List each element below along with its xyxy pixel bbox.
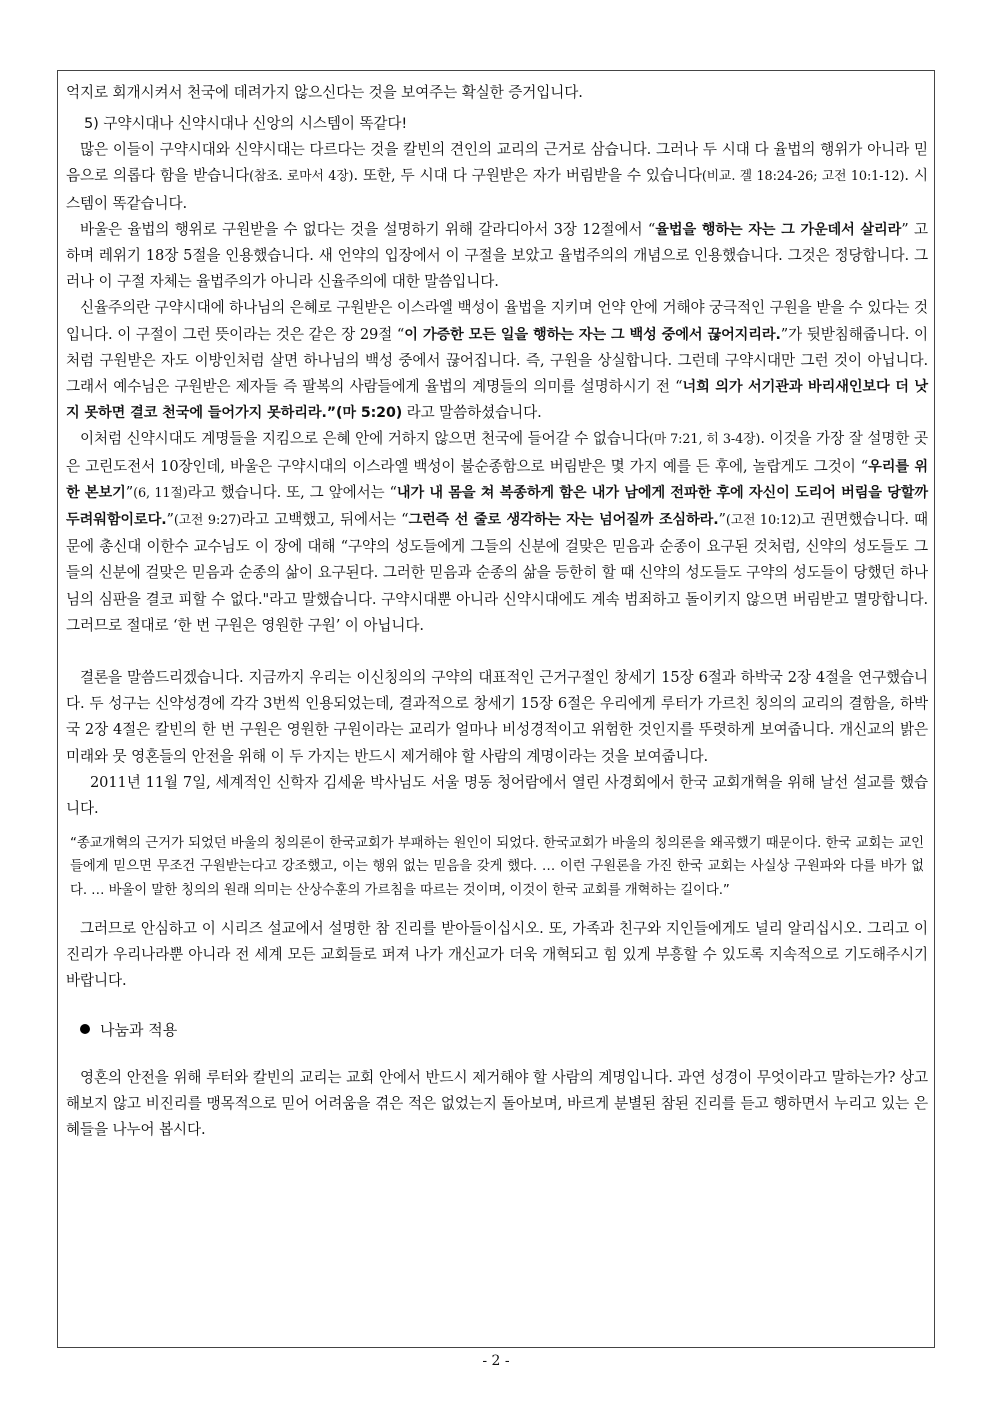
p4-text-c: ”: [125, 483, 134, 501]
paragraph-conclusion: 결론을 말씀드리겠습니다. 지금까지 우리는 이신칭의의 구약의 대표적인 근거구절인 창세기 15장 6절과 하박국 2장 4절을 연구했습니다. 두 성구는 신약성경에 각각 3번씩 인용되었는데, 결과적으로 창세기 15장 6절은 우리에게 루터가 가르친 칭의의 교리의 결함을, 하박국 2장 4절은 칼빈의 한 번 구원은 영원한 구원이라는 교리가 얼마나 비성경적이고 위험한 것인지를 뚜렷하게 보여줍니다. 개신교의 밝은 미래와 뭇 영혼들의 안전을 위해 이 두 가지는 반드시 제거해야 할 사람의 계명이라는 것을 보여줍니다.: [66, 669, 928, 765]
paragraph-3: [66, 295, 928, 426]
page-number: - 2 -: [482, 1353, 510, 1369]
p2-text-a: 바울은 율법의 행위로 구원받을 수 없다는 것을 설명하기 위해 갈라디아서 3장 12절에서 “: [80, 220, 656, 238]
paragraph-intro: 억지로 회개시켜서 천국에 데려가지 않으신다는 것을 보여주는 확실한 증거입니다.: [66, 84, 583, 101]
spacer: [66, 902, 928, 916]
document-body: [66, 80, 928, 1143]
p4-bold-1: 우리를 위한 본보기: [66, 458, 928, 501]
p4-text-h: 고 권면했습니다. 때문에 총신대 이한수 교수님도 이 장에 대해 “구약의 성도들에게 그들의 신분에 걸맞은 믿음과 순종이 요구된 것처럼, 신약의 성도들도 그들의 신분에 걸맞은 믿음과 순종의 삶이 요구된다. 그러한 믿음과 순종의 삶을 등한히 할 때 신약의 성도들도 구약의 성도들이 당했던 하나님의 심판을 결코 피할 수 없다."라고 말했습니다. 구약시대뿐 아니라 신약시대에도 계속 범죄하고 돌이키지 않으면 버림받고 멸망합니다. 그러므로 절대로 ‘한 번 구원은 영원한 구원’ 이 아닙니다.: [66, 511, 928, 634]
p3-text-b: ”가 뒷받침해줍니다. 이처럼 구원받은 자도 이방인처럼 살면 하나님의 백성 중에서 끊어집니다. 즉, 구원을 상실합니다. 그런데 구약시대만 그런 것이 아닙니다. 그래서 예수님은 구원받은 제자들 즉 팔복의 사람들에게 율법의 계명들의 의미를 설명하시기 전 “: [66, 325, 928, 396]
paragraph-2: [66, 217, 928, 296]
p4-bold-3: 그런즉 선 줄로 생각하는 자는 넘어질까 조심하라.: [408, 512, 719, 529]
p4-text-b: . 이것을 가장 잘 설명한 곳은 고린도전서 10장인데, 바울은 구약시대의 이스라엘 백성이 불순종함으로 버림받은 몇 가지 예를 든 후에, 놀랍게도 그것이 “: [66, 430, 929, 475]
p4-text-e: ”: [166, 511, 174, 529]
p4-text-f: 라고 고백했고, 뒤에서는 “: [241, 511, 409, 529]
p4-text-d: 라고 했습니다. 또, 그 앞에서는 “: [187, 483, 397, 501]
p1-ref-2: (비교. 겔 18:24-26; 고전 10:1-12): [701, 169, 905, 185]
p3-text-c: 라고 말씀하셨습니다.: [402, 404, 542, 422]
paragraph-sermon: 2011년 11월 7일, 세계적인 신학자 김세윤 박사님도 서울 명동 청어람에서 열린 사경회에서 한국 교회개혁을 위해 날선 설교를 했습니다.: [66, 773, 928, 818]
spacer: [66, 822, 928, 832]
paragraph-1: [66, 137, 928, 217]
p3-text-a: 신율주의란 구약시대에 하나님의 은혜로 구원받은 이스라엘 백성이 율법을 지키며 언약 안에 거해야 궁극적인 구원을 받을 수 있다는 것입니다. 이 구절이 그런 뜻이라는 것은 같은 장 29절 “: [66, 299, 928, 343]
section-title-text: 나눔과 적용: [100, 1020, 178, 1039]
p2-text-b: ” 고 하며 레위기 18장 5절을 인용했습니다. 새 언약의 입장에서 이 구절을 보았고 율법주의의 개념으로 인용했습니다. 그것은 정당합니다. 그러나 이 구절 자체는 율법주의가 아니라 신율주의에 대한 말씀입니다.: [66, 220, 928, 291]
p4-text-a: 이처럼 신약시대도 계명들을 지킴으로 은혜 안에 거하지 않으면 천국에 들어갈 수 없습니다: [80, 430, 649, 448]
paragraph-closing: 그러므로 안심하고 이 시리즈 설교에서 설명한 참 진리를 받아들이십시오. 또, 가족과 친구와 지인들에게도 널리 알리십시오. 그리고 이 진리가 우리나라뿐 아니라 전 세계 모든 교회들로 퍼져 나가 개신교가 더욱 개혁되고 힘 있게 부흥할 수 있도록 지속적으로 기도해주시기 바랍니다.: [66, 919, 928, 990]
p1-ref-1: (참조. 로마서 4장): [249, 169, 354, 185]
p1-text-a: 많은 이들이 구약시대와 신약시대는 다르다는 것을 칼빈의 견인의 교리의 근거로 삼습니다. 그러나 두 시대 다 율법의 행위가 아니라 믿음으로 의롭다 함을 받습니다: [66, 141, 928, 185]
spacer: [66, 639, 928, 653]
spacer: [66, 1043, 928, 1065]
bullet-icon: [80, 1024, 90, 1034]
p3-bold-1: 이 가증한 모든 일을 행하는 자는 그 백성 중에서 끊어지리라.: [404, 326, 781, 343]
p3-bold-2: 너희 의가 서기관과 바리새인보다 더 낫지 못하면 결코 천국에 들어가지 못하리라.: [66, 379, 928, 422]
p4-text-g: ”: [718, 511, 726, 529]
p4-ref-3: (고전 9:27): [173, 513, 242, 529]
spacer: [66, 995, 928, 1017]
section-title-sharing: [66, 1017, 928, 1043]
p4-bold-2: 내가 내 몸을 쳐 복종하게 함은 내가 남에게 전파한 후에 자신이 도리어 버림을 당할까 두려워함이로다.: [66, 484, 928, 529]
paragraph-application: 영혼의 안전을 위해 루터와 칼빈의 교리는 교회 안에서 반드시 제거해야 할 사람의 계명입니다. 과연 성경이 무엇이라고 말하는가? 상고해보지 않고 비진리를 맹목적으로 믿어 어려움을 겪은 적은 없었는지 돌아보며, 바르게 분별된 참된 진리를 듣고 행하면서 누리고 있는 은혜들을 나누어 봅시다.: [66, 1068, 928, 1138]
section-heading-5: 5) 구약시대나 신약시대나 신앙의 시스템이 똑같다!: [84, 115, 408, 133]
p4-ref-1: (마 7:21, 히 3-4장): [648, 432, 761, 448]
p1-text-c: . 시스템이 똑같습니다.: [66, 167, 929, 212]
p3-bold-3: ”(마 5:20): [326, 405, 403, 422]
quote-block: “종교개혁의 근거가 되었던 바울의 칭의론이 한국교회가 부패하는 원인이 되었다. 한국교회가 바울의 칭의론을 왜곡했기 때문이다. 한국 교회는 교인들에게 믿으면 무조건 구원받는다고 강조했고, 이는 행위 없는 믿음을 갖게 했다. … 이런 구원론을 가진 한국 교회는 사실상 구원파와 다를 바가 없다. … 바울이 말한 칭의의 원래 의미는 산상수훈의 가르침을 따르는 것이며, 이것이 한국 교회를 개혁하는 길이다.”: [70, 836, 924, 898]
spacer: [66, 653, 928, 665]
p1-text-b: . 또한, 두 시대 다 구원받은 자가 버림받을 수 있습니다: [353, 167, 702, 185]
paragraph-4: [66, 426, 928, 639]
p4-ref-2: (6, 11절): [133, 485, 188, 501]
p2-bold-quote: 율법을 행하는 자는 그 가운데서 살리라: [655, 221, 902, 238]
p4-ref-4: (고전 10:12): [725, 513, 802, 529]
